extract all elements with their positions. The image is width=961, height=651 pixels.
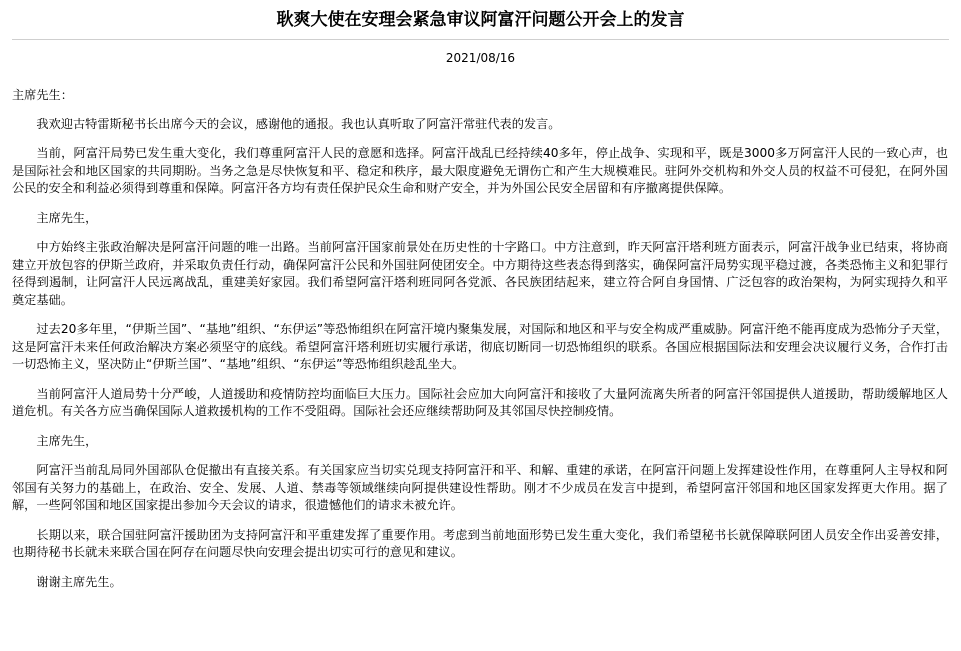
title-divider bbox=[12, 39, 949, 40]
salutation: 主席先生， bbox=[36, 433, 98, 448]
salutation: 主席先生， bbox=[36, 210, 98, 225]
paragraph: 长期以来，联合国驻阿富汗援助团为支持阿富汗和平重建发挥了重要作用。考虑到当前地面形势已发生重大变化，我们希望秘书长就保障联阿团人员安全作出妥善安排，也期待秘书长就未来联合国在阿存在问题尽快向安理会提出切实可行的意见和建议。 bbox=[12, 527, 948, 559]
paragraph: 阿富汗当前乱局同外国部队仓促撤出有直接关系。有关国家应当切实兑现支持阿富汗和平、和解、重建的承诺，在阿富汗问题上发挥建设性作用，在尊重阿人主导权和阿邻国有关努力的基础上，在政治、安全、发展、人道、禁毒等领域继续向阿提供建设性帮助。刚才不少成员在发言中提到，希望阿富汗邻国和地区国家发挥更大作用。据了解，一些阿邻国和地区国家提出参加今天会议的请求，很遗憾他们的请求未被允许。 bbox=[12, 463, 948, 512]
paragraph: 中方始终主张政治解决是阿富汗问题的唯一出路。当前阿富汗国家前景处在历史性的十字路口。中方注意到，昨天阿富汗塔利班方面表示，阿富汗战争业已结束，将协商建立开放包容的伊斯兰政府，并采取负责任行动，确保阿富汗公民和外国驻阿使团安全。中方期待这些表态得到落实，确保阿富汗局势实现平稳过渡，各类恐怖主义和犯罪行径得到遏制，让阿富汗人民远离战乱，重建美好家园。我们希望阿富汗塔利班同阿各党派、各民族团结起来，建立符合阿自身国情、广泛包容的政治架构，为阿实现持久和平奠定基础。 bbox=[12, 240, 948, 307]
page-title: 耿爽大使在安理会紧急审议阿富汗问题公开会上的发言 bbox=[276, 10, 685, 30]
paragraph: 过去20多年里，“伊斯兰国”、“基地”组织、“东伊运”等恐怖组织在阿富汗境内聚集发展，对国际和地区和平与安全构成严重威胁。阿富汗绝不能再度成为恐怖分子天堂，这是阿富汗未来任何政治解决方案必须坚守的底线。希望阿富汗塔利班切实履行承诺，彻底切断同一切恐怖组织的联系。各国应根据国际法和安理会决议履行义务，合作打击一切恐怖主义，坚决防止“伊斯兰国”、“基地”组织、“东伊运”等恐怖组织趁乱坐大。 bbox=[12, 322, 948, 371]
speech-body bbox=[12, 87, 948, 603]
opening-salutation: 主席先生： bbox=[12, 88, 73, 102]
publish-date: 2021/08/16 bbox=[445, 51, 516, 65]
closing-line: 谢谢主席先生。 bbox=[36, 574, 122, 589]
paragraph: 当前，阿富汗局势已发生重大变化，我们尊重阿富汗人民的意愿和选择。阿富汗战乱已经持续40多年，停止战争、实现和平，既是3000多万阿富汗人民的一致心声，也是国际社会和地区国家的共同期盼。当务之急是尽快恢复和平、稳定和秩序，最大限度避免无谓伤亡和产生大规模难民。驻阿外交机构和外交人员的权益不可侵犯，在阿外国公民的安全和利益必须得到尊重和保障。阿富汗各方均有责任保护民众生命和财产安全，并为外国公民安全居留和有序撤离提供保障。 bbox=[12, 146, 948, 195]
paragraph: 当前阿富汗人道局势十分严峻，人道援助和疫情防控均面临巨大压力。国际社会应加大向阿富汗和接收了大量阿流离失所者的阿富汗邻国提供人道援助，帮助缓解地区人道危机。有关各方应当确保国际人道救援机构的工作不受阻碍。国际社会还应继续帮助阿及其邻国尽快控制疫情。 bbox=[12, 386, 948, 418]
paragraph: 我欢迎古特雷斯秘书长出席今天的会议，感谢他的通报。我也认真听取了阿富汗常驻代表的发言。 bbox=[36, 116, 561, 131]
